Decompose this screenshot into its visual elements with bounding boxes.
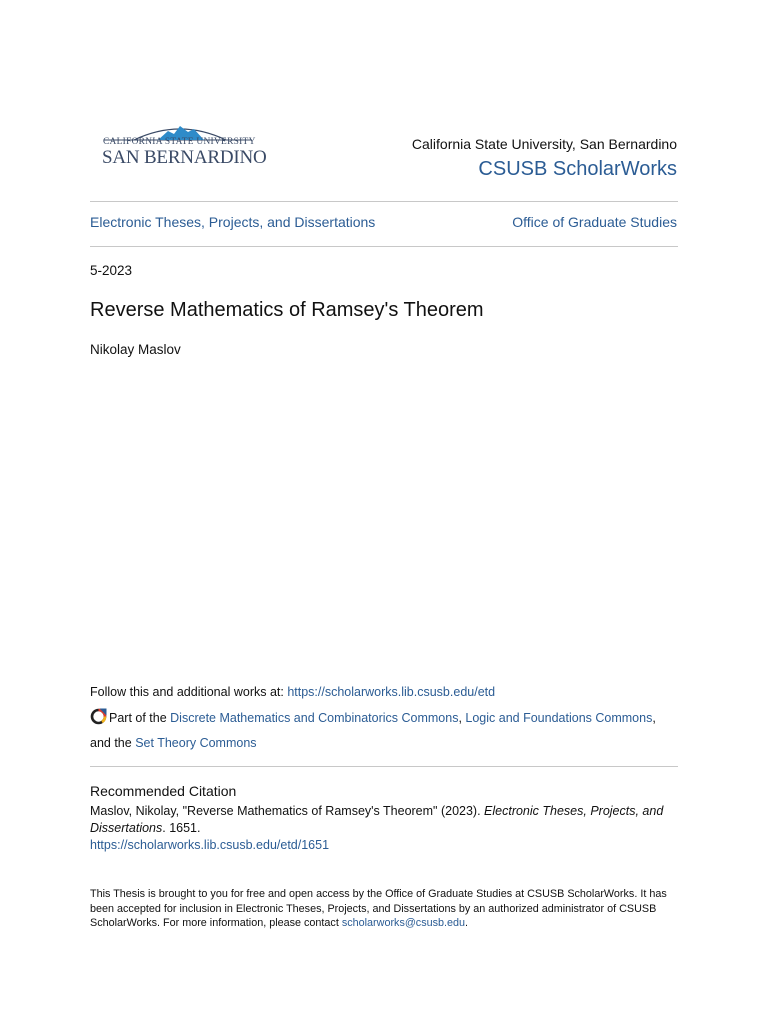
divider-top [90, 201, 678, 202]
citation-heading: Recommended Citation [90, 783, 237, 799]
logo-line-1: CALIFORNIA STATE UNIVERSITY [103, 137, 256, 147]
collection-link[interactable]: Electronic Theses, Projects, and Dissertations [90, 214, 376, 230]
follow-url-link[interactable]: https://scholarworks.lib.csusb.edu/etd [287, 685, 496, 699]
office-link[interactable]: Office of Graduate Studies [512, 214, 677, 230]
notice-text: This Thesis is brought to you for free and open access by the Office of Graduate Studies at CSUSB ScholarWorks. It has been accepted for inclusion in Electronic Theses, Projects, and Dissertations by an authorized administrator of CSUSB ScholarWorks. For more information, please contact [90, 888, 667, 929]
notice-end: . [465, 917, 469, 929]
divider-citation [90, 766, 678, 767]
separator: , [458, 711, 466, 725]
logo-line-2: SAN BERNARDINO [102, 147, 267, 168]
part-of-line [90, 707, 680, 754]
commons-link-set-theory[interactable]: Set Theory Commons [135, 736, 257, 750]
citation-series: Electronic Theses, Projects, and Dissertations [90, 804, 664, 835]
follow-line [90, 685, 495, 699]
part-of-label: Part of the [109, 711, 171, 725]
commons-link-discrete-math[interactable]: Discrete Mathematics and Combinatorics Commons [170, 711, 459, 725]
citation-tail: . 1651. [162, 821, 201, 835]
divider-nav [90, 246, 678, 247]
and-the-label: and the [90, 736, 136, 750]
citation-text [90, 803, 680, 837]
commons-icon [90, 708, 107, 732]
commons-link-logic-foundations[interactable]: Logic and Foundations Commons [465, 711, 653, 725]
contact-email-link[interactable]: scholarworks@csusb.edu [341, 917, 466, 929]
citation-url-link[interactable]: https://scholarworks.lib.csusb.edu/etd/1651 [90, 838, 330, 852]
publication-date: 5-2023 [90, 263, 133, 278]
separator: , [652, 711, 656, 725]
access-notice [90, 887, 680, 931]
citation-plain: Maslov, Nikolay, "Reverse Mathematics of Ramsey's Theorem" (2023). [90, 804, 485, 818]
follow-label: Follow this and additional works at: [90, 685, 288, 699]
page-title: Reverse Mathematics of Ramsey's Theorem [90, 299, 484, 321]
institution-name: California State University, San Bernardino [411, 136, 677, 152]
university-logo [100, 120, 267, 176]
repository-link[interactable]: CSUSB ScholarWorks [478, 158, 677, 180]
author-name: Nikolay Maslov [90, 342, 181, 357]
